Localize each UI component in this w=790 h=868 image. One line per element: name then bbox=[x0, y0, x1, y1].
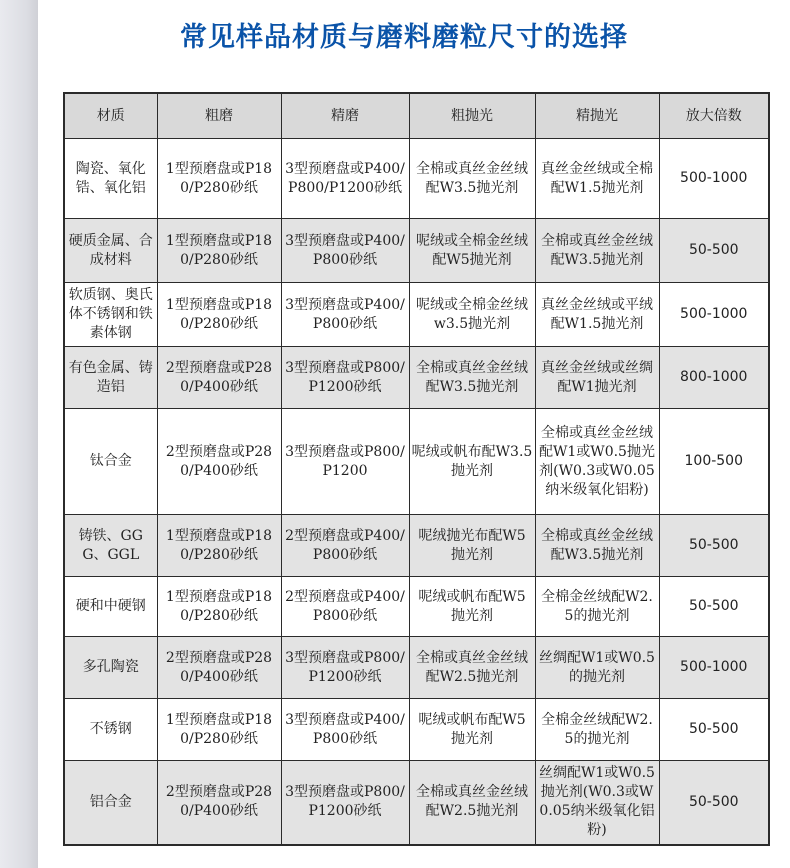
cell-fine-polishing: 真丝金丝绒或全棉配W1.5抛光剂 bbox=[535, 139, 659, 219]
cell-material: 有色金属、铸造铝 bbox=[64, 347, 157, 409]
cell-material: 钛合金 bbox=[64, 409, 157, 515]
cell-rough-polishing: 呢绒或帆布配W5抛光剂 bbox=[409, 699, 535, 761]
table-row bbox=[64, 347, 769, 409]
cell-rough-grinding: 1型预磨盘或P180/P280砂纸 bbox=[157, 699, 281, 761]
cell-material: 软质钢、奥氏体不锈钢和铁素体钢 bbox=[64, 283, 157, 347]
table-row bbox=[64, 219, 769, 283]
cell-rough-polishing: 呢绒或帆布配W3.5抛光剂 bbox=[409, 409, 535, 515]
cell-rough-grinding: 1型预磨盘或P180/P280砂纸 bbox=[157, 219, 281, 283]
cell-fine-polishing: 全棉或真丝金丝绒配W3.5抛光剂 bbox=[535, 219, 659, 283]
cell-rough-grinding: 2型预磨盘或P280/P400砂纸 bbox=[157, 761, 281, 845]
table-row bbox=[64, 515, 769, 577]
cell-rough-grinding: 2型预磨盘或P280/P400砂纸 bbox=[157, 637, 281, 699]
cell-rough-polishing: 呢绒或全棉金丝绒配W5抛光剂 bbox=[409, 219, 535, 283]
cell-rough-grinding: 1型预磨盘或P180/P280砂纸 bbox=[157, 283, 281, 347]
cell-magnification: 50-500 bbox=[659, 699, 769, 761]
cell-fine-grinding: 2型预磨盘或P400/P800砂纸 bbox=[281, 515, 409, 577]
cell-rough-polishing: 呢绒抛光布配W5抛光剂 bbox=[409, 515, 535, 577]
cell-fine-grinding: 3型预磨盘或P400/P800砂纸 bbox=[281, 283, 409, 347]
cell-magnification: 50-500 bbox=[659, 515, 769, 577]
cell-fine-polishing: 全棉金丝绒配W2.5的抛光剂 bbox=[535, 577, 659, 637]
cell-material: 多孔陶瓷 bbox=[64, 637, 157, 699]
cell-material: 铝合金 bbox=[64, 761, 157, 845]
cell-rough-polishing: 呢绒或帆布配W5抛光剂 bbox=[409, 577, 535, 637]
cell-rough-polishing: 全棉或真丝金丝绒配W2.5抛光剂 bbox=[409, 637, 535, 699]
cell-rough-polishing: 全棉或真丝金丝绒配W2.5抛光剂 bbox=[409, 761, 535, 845]
header-cell-material: 材质 bbox=[64, 93, 157, 139]
cell-fine-polishing: 真丝金丝绒或平绒配W1.5抛光剂 bbox=[535, 283, 659, 347]
cell-magnification: 50-500 bbox=[659, 219, 769, 283]
header-cell-magnification: 放大倍数 bbox=[659, 93, 769, 139]
cell-fine-polishing: 全棉金丝绒配W2.5的抛光剂 bbox=[535, 699, 659, 761]
table-row bbox=[64, 637, 769, 699]
cell-rough-polishing: 呢绒或全棉金丝绒w3.5抛光剂 bbox=[409, 283, 535, 347]
cell-material: 硬质金属、合成材料 bbox=[64, 219, 157, 283]
table-row bbox=[64, 761, 769, 845]
cell-fine-polishing: 丝绸配W1或W0.5的抛光剂 bbox=[535, 637, 659, 699]
cell-fine-grinding: 3型预磨盘或P800/P1200砂纸 bbox=[281, 637, 409, 699]
table-row bbox=[64, 139, 769, 219]
cell-fine-polishing: 丝绸配W1或W0.5抛光剂(W0.3或W0.05纳米级氧化铝粉) bbox=[535, 761, 659, 845]
cell-rough-polishing: 全棉或真丝金丝绒配W3.5抛光剂 bbox=[409, 347, 535, 409]
table-header-row bbox=[64, 93, 769, 139]
cell-magnification: 100-500 bbox=[659, 409, 769, 515]
header-cell-fine-polishing: 精抛光 bbox=[535, 93, 659, 139]
cell-fine-grinding: 3型预磨盘或P400/P800砂纸 bbox=[281, 219, 409, 283]
cell-magnification: 500-1000 bbox=[659, 283, 769, 347]
cell-rough-grinding: 2型预磨盘或P280/P400砂纸 bbox=[157, 409, 281, 515]
page-title: 常见样品材质与磨料磨粒尺寸的选择 bbox=[180, 22, 628, 53]
cell-rough-grinding: 2型预磨盘或P280/P400砂纸 bbox=[157, 347, 281, 409]
header-cell-fine-grinding: 精磨 bbox=[281, 93, 409, 139]
cell-fine-grinding: 3型预磨盘或P800/P1200 bbox=[281, 409, 409, 515]
cell-magnification: 50-500 bbox=[659, 761, 769, 845]
table-row bbox=[64, 577, 769, 637]
cell-magnification: 500-1000 bbox=[659, 139, 769, 219]
cell-material: 陶瓷、氧化锆、氧化铝 bbox=[64, 139, 157, 219]
cell-fine-grinding: 3型预磨盘或P400/P800砂纸 bbox=[281, 699, 409, 761]
cell-fine-grinding: 3型预磨盘或P400/P800/P1200砂纸 bbox=[281, 139, 409, 219]
cell-magnification: 50-500 bbox=[659, 577, 769, 637]
left-decorative-band bbox=[0, 0, 38, 868]
table-row bbox=[64, 409, 769, 515]
cell-rough-polishing: 全棉或真丝金丝绒配W3.5抛光剂 bbox=[409, 139, 535, 219]
cell-fine-grinding: 3型预磨盘或P800/P1200砂纸 bbox=[281, 347, 409, 409]
header-cell-rough-polishing: 粗抛光 bbox=[409, 93, 535, 139]
cell-material: 铸铁、GGG、GGL bbox=[64, 515, 157, 577]
cell-magnification: 800-1000 bbox=[659, 347, 769, 409]
header-cell-rough-grinding: 粗磨 bbox=[157, 93, 281, 139]
cell-material: 硬和中硬钢 bbox=[64, 577, 157, 637]
selection-table bbox=[63, 92, 770, 846]
cell-rough-grinding: 1型预磨盘或P180/P280砂纸 bbox=[157, 139, 281, 219]
cell-fine-polishing: 全棉或真丝金丝绒配W1或W0.5抛光剂(W0.3或W0.05纳米级氧化铝粉) bbox=[535, 409, 659, 515]
cell-material: 不锈钢 bbox=[64, 699, 157, 761]
table-row bbox=[64, 283, 769, 347]
cell-fine-polishing: 全棉或真丝金丝绒配W3.5抛光剂 bbox=[535, 515, 659, 577]
cell-fine-polishing: 真丝金丝绒或丝绸配W1抛光剂 bbox=[535, 347, 659, 409]
table-row bbox=[64, 699, 769, 761]
cell-fine-grinding: 3型预磨盘或P800/P1200砂纸 bbox=[281, 761, 409, 845]
cell-rough-grinding: 1型预磨盘或P180/P280砂纸 bbox=[157, 515, 281, 577]
cell-fine-grinding: 2型预磨盘或P400/P800砂纸 bbox=[281, 577, 409, 637]
cell-magnification: 500-1000 bbox=[659, 637, 769, 699]
cell-rough-grinding: 1型预磨盘或P180/P280砂纸 bbox=[157, 577, 281, 637]
